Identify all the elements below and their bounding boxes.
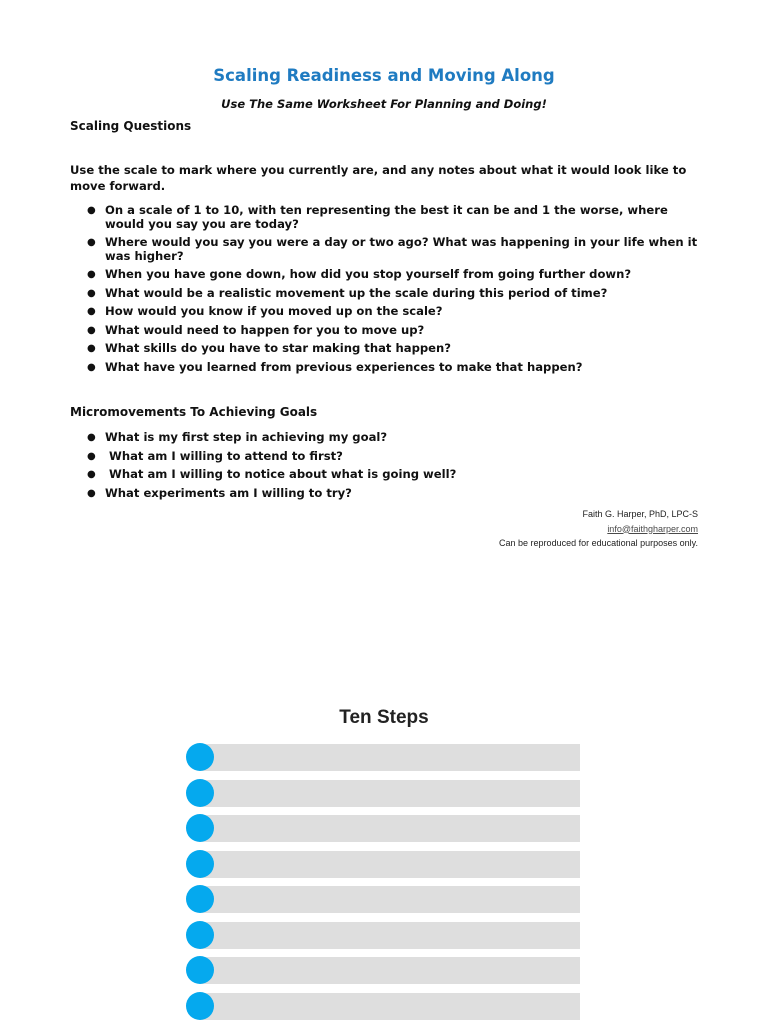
- ten-steps-list: [186, 744, 586, 1028]
- step-circle-icon: [186, 850, 214, 878]
- bullet-icon: ●: [87, 306, 96, 317]
- bullet-icon: ●: [87, 450, 96, 462]
- step-circle-icon: [186, 956, 214, 984]
- bullet-icon: ●: [87, 361, 96, 373]
- list-item: ● What would be a realistic movement up the scale during this period of time?: [87, 285, 608, 300]
- step-bar: [200, 886, 580, 913]
- bullet-icon: ●: [87, 487, 96, 499]
- page-title: Scaling Readiness and Moving Along: [213, 66, 555, 85]
- list-item: ● Where would you say you were a day or two ago? What was happening in your life when it was higher?: [87, 235, 698, 263]
- bullet-icon: ●: [87, 343, 96, 354]
- ten-steps-title: Ten Steps: [339, 707, 429, 728]
- bullet-icon: ●: [87, 205, 96, 216]
- step-circle-icon: [186, 743, 214, 771]
- bullet-icon: ●: [87, 237, 96, 248]
- step-row: [186, 815, 586, 842]
- bullet-icon: ●: [87, 324, 96, 336]
- step-circle-icon: [186, 992, 214, 1020]
- list-item: ● What have you learned from previous experiences to make that happen?: [87, 359, 583, 374]
- author-name: Faith G. Harper, PhD, LPC-S: [582, 509, 698, 519]
- bullet-icon: ●: [87, 432, 96, 443]
- list-item: ● When you have gone down, how did you stop yourself from going further down?: [87, 267, 632, 281]
- step-circle-icon: [186, 814, 214, 842]
- step-bar: [200, 922, 580, 949]
- bullet-icon: ●: [87, 469, 96, 480]
- list-item: ● What experiments am I willing to try?: [87, 485, 352, 500]
- page-subtitle: Use The Same Worksheet For Planning and Doing!: [221, 97, 547, 111]
- step-row: [186, 993, 586, 1020]
- scaling-question-list: [86, 204, 700, 379]
- author-email-link[interactable]: info@faithgharper.com: [607, 523, 698, 534]
- list-item: ● What am I willing to notice about what is going well?: [87, 467, 457, 481]
- step-circle-icon: [186, 779, 214, 807]
- list-item: ● What am I willing to attend to first?: [87, 448, 343, 463]
- micro-heading: Micromovements To Achieving Goals: [70, 405, 318, 419]
- list-item: ● What skills do you have to star making that happen?: [87, 341, 452, 355]
- step-circle-icon: [186, 921, 214, 949]
- step-bar: [200, 780, 580, 807]
- step-bar: [200, 957, 580, 984]
- step-row: [186, 922, 586, 949]
- step-row: [186, 744, 586, 771]
- step-row: [186, 957, 586, 984]
- step-row: [186, 886, 586, 913]
- author-block: [499, 507, 698, 551]
- step-bar: [200, 744, 580, 771]
- list-item: ● How would you know if you moved up on the scale?: [87, 304, 443, 318]
- scaling-intro: Use the scale to mark where you currently are, and any notes about what it would look like to move forward.: [70, 163, 687, 193]
- step-row: [186, 780, 586, 807]
- bullet-icon: ●: [87, 287, 96, 299]
- step-bar: [200, 993, 580, 1020]
- list-item: ● What would need to happen for you to move up?: [87, 322, 425, 337]
- step-circle-icon: [186, 885, 214, 913]
- scaling-heading: Scaling Questions: [70, 119, 192, 133]
- step-row: [186, 851, 586, 878]
- list-item: ● On a scale of 1 to 10, with ten representing the best it can be and 1 the worse, where would you say you are today?: [87, 203, 668, 231]
- bullet-icon: ●: [87, 269, 96, 280]
- micro-question-list: [86, 431, 700, 505]
- step-bar: [200, 815, 580, 842]
- reproduction-note: Can be reproduced for educational purposes only.: [499, 538, 698, 548]
- step-bar: [200, 851, 580, 878]
- list-item: ● What is my first step in achieving my goal?: [87, 430, 388, 444]
